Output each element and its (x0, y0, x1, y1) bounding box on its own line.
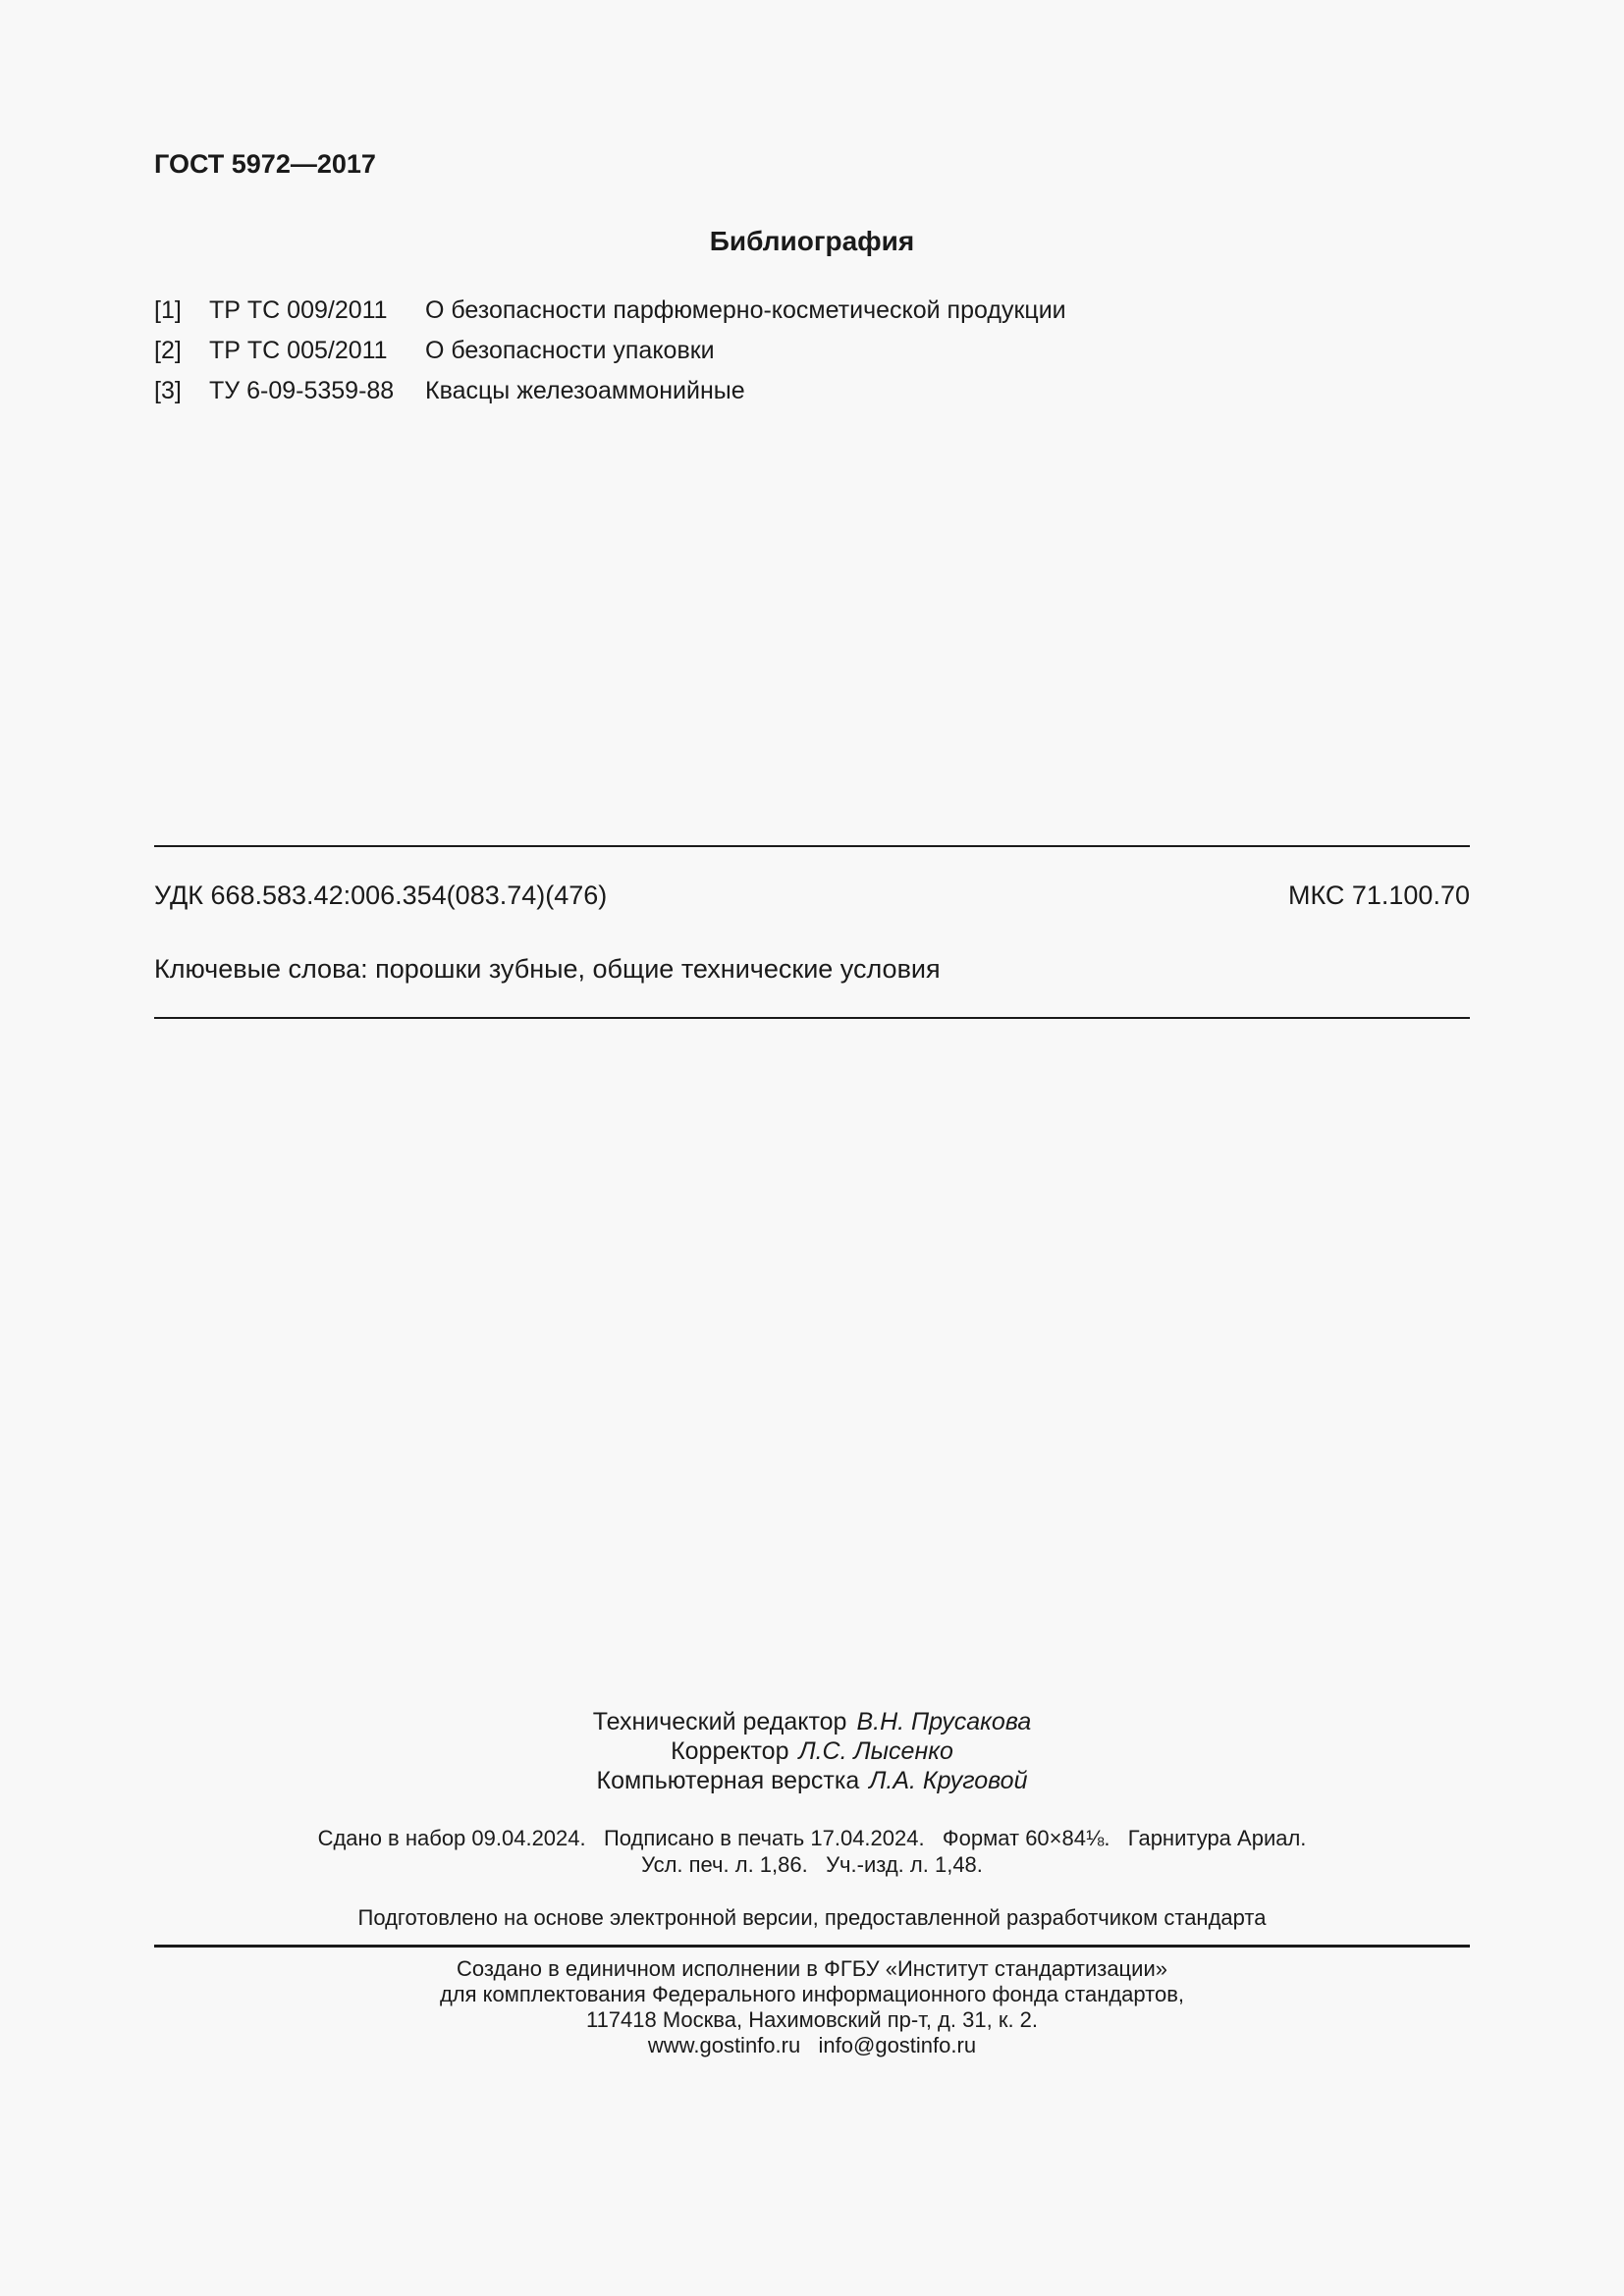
keywords: Ключевые слова: порошки зубные, общие технические условия (154, 954, 941, 984)
layout-label: Компьютерная верстка (596, 1767, 860, 1794)
divider-top (154, 845, 1470, 847)
publisher-address: 117418 Москва, Нахимовский пр-т, д. 31, к. 2. (585, 2007, 1039, 2032)
bibliography-item-title: Квасцы железоаммонийные (425, 377, 745, 404)
bibliography-item-code: ТР ТС 009/2011 (209, 296, 388, 324)
bibliography-item-code: ТР ТС 005/2011 (209, 337, 388, 364)
mks-code: МКС 71.100.70 (1287, 881, 1470, 910)
divider-bottom (154, 1017, 1470, 1019)
credits-block (0, 1707, 1624, 1795)
bibliography-item-title: О безопасности парфюмерно-косметической продукции (425, 296, 1066, 324)
print-info-line: Усл. печ. л. 1,86. Уч.-изд. л. 1,48. (641, 1852, 983, 1877)
publisher-contacts: www.gostinfo.ru info@gostinfo.ru (647, 2033, 977, 2057)
publisher-line: Создано в единичном исполнении в ФГБУ «Институт стандартизации» (457, 1956, 1167, 1981)
divider-publisher (154, 1945, 1470, 1948)
bibliography-item-number: [1] (154, 296, 182, 324)
bibliography-item-number: [3] (154, 377, 182, 404)
print-info (0, 1825, 1624, 1878)
udk-code: УДК 668.583.42:006.354(083.74)(476) (154, 881, 608, 910)
corrector-label: Корректор (671, 1737, 789, 1765)
publisher-block (0, 1956, 1624, 2058)
bibliography-item-number: [2] (154, 337, 182, 364)
layout-name: Л.А. Круговой (869, 1767, 1028, 1794)
bibliography-item-title: О безопасности упаковки (425, 337, 715, 364)
publisher-line: для комплектования Федерального информационного фонда стандартов, (439, 1982, 1185, 2006)
bibliography-item-code: ТУ 6-09-5359-88 (209, 377, 395, 404)
tech-editor-label: Технический редактор (592, 1708, 847, 1735)
prepared-note: Подготовлено на основе электронной версии, предоставленной разработчиком стандарта (357, 1905, 1267, 1930)
print-info-line: Сдано в набор 09.04.2024. Подписано в печать 17.04.2024. Формат 60×84⅛. Гарнитура Ариал. (317, 1826, 1307, 1850)
tech-editor-name: В.Н. Прусакова (856, 1708, 1032, 1735)
corrector-name: Л.С. Лысенко (798, 1737, 953, 1765)
layout-credit (0, 1766, 1624, 1795)
document-code: ГОСТ 5972—2017 (154, 149, 376, 179)
corrector-credit (0, 1736, 1624, 1766)
tech-editor-credit (0, 1707, 1624, 1736)
bibliography-title: Библиография (709, 226, 915, 256)
